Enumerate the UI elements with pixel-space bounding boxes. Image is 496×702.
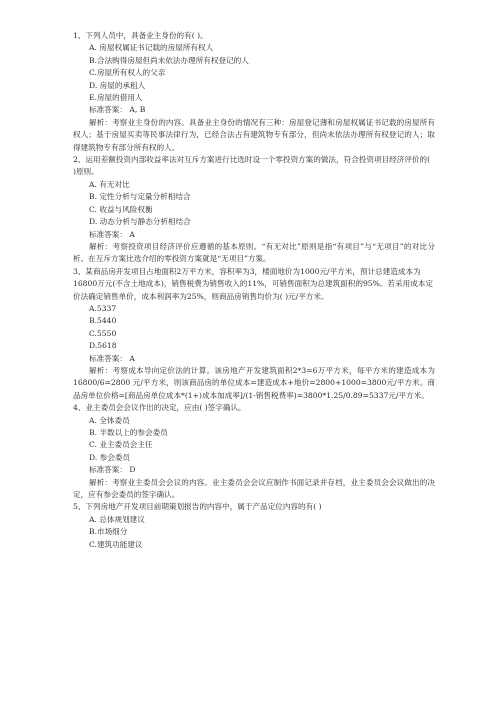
- option-a: A. 全体委员: [89, 415, 130, 425]
- option-d: D. 房屋的承租人: [89, 80, 146, 90]
- option-c: C.房屋所有权人的父亲: [89, 68, 166, 78]
- explanation: 解析：考察业主身份的内容。具备业主身份的情况有三种：房屋登记薄和房屋权属证书记载的房屋所有权人；基于房屋买卖等民事法律行为，已经合法占有建筑物专有部分，但尚未依法办理所有权登记的人；取得建筑物专有部分所有权的人。: [73, 117, 435, 152]
- option-d: D. 参会委员: [89, 452, 131, 462]
- question-list: [73, 30, 435, 551]
- explanation: 解析：考察投资项目经济评价应遵循的基本原则。“有无对比”原则是指“有项目”与“无项目”的对比分析。在互斥方案比选介绍的零投资方案就是“无项目”方案。: [73, 241, 435, 264]
- question-stem: 3、某商品房开发项目占地面积2万平方米，容积率为3，楼面地价为1000元/平方米，预计总建造成本为16800万元(不含土地成本)，销售税费为销售收入的11%，可销售面积为总建筑面积的95%。若采用成本定价法确定销售单价，成本利润率为25%，则商品房销售均价为( )元/平方米。: [73, 266, 433, 301]
- question-4: [73, 402, 435, 501]
- option-a: A. 有无对比: [89, 179, 130, 189]
- question-5: [73, 501, 435, 551]
- option-b: B. 半数以上的参会委员: [89, 428, 168, 437]
- question-stem: 4、业主委员会会议作出的决定，应由( )签字确认。: [73, 403, 246, 413]
- option-c: C.建筑功能建议: [89, 539, 143, 549]
- option-d: D. 动态分析与静态分析相结合: [89, 217, 191, 227]
- option-c: C.5550: [89, 328, 117, 338]
- option-a: A. 总体规划建议: [89, 514, 145, 524]
- standard-answer: 标准答案： A, B: [89, 105, 146, 115]
- question-1: [73, 30, 435, 154]
- option-e: E.房屋的借用人: [89, 93, 143, 103]
- question-stem: 5、下列房地产开发项目前期策划报告的内容中，属于产品定位内容的有( ): [73, 502, 322, 512]
- question-stem: 1、下列人员中，具备业主身份的有( )。: [73, 31, 208, 40]
- explanation: 解析：考察成本导向定价法的计算。该房地产开发建筑面积2*3=6万平方米，每平方米的建造成本为 16800/6=2800 元/平方米，则该商品房的单位成本=建造成本+地价=2800+1000=3800元/平方米。商品房单位价格=[商品房单位成本*(1+)成本加成率]/(1-销售税费率)=3800*1.25/0.89=5337元/平方米。: [73, 365, 435, 400]
- option-d: D.5618: [89, 341, 117, 351]
- question-2: [73, 154, 435, 266]
- option-a: A. 房屋权属证书记载的房屋所有权人: [89, 43, 214, 53]
- option-b: B.合法购得房屋但尚未依法办理所有权登记的人: [89, 55, 249, 65]
- explanation: 解析：考察业主委员会会议的内容。业主委员会会议应制作书面记录并存档，业主委员会会议做出的决定，应有参会委员的签字确认。: [73, 477, 435, 500]
- question-3: [73, 266, 435, 402]
- standard-answer: 标准答案： A: [89, 353, 135, 363]
- standard-answer: 标准答案： D: [89, 465, 136, 475]
- option-b: B. 定性分析与定量分析相结合: [89, 192, 191, 202]
- option-c: C. 收益与风险权衡: [89, 204, 153, 214]
- option-c: C. 业主委员会主任: [89, 440, 153, 450]
- question-stem: 2、运用差额投资内部收益率法对互斥方案进行比选时设一个零投资方案的做法，符合投资项目经济评价的( )原则。: [73, 155, 431, 177]
- option-b: B.市场细分: [89, 527, 128, 537]
- standard-answer: 标准答案： A: [89, 229, 135, 239]
- option-b: B.5440: [89, 316, 117, 326]
- option-a: A.5337: [89, 303, 117, 313]
